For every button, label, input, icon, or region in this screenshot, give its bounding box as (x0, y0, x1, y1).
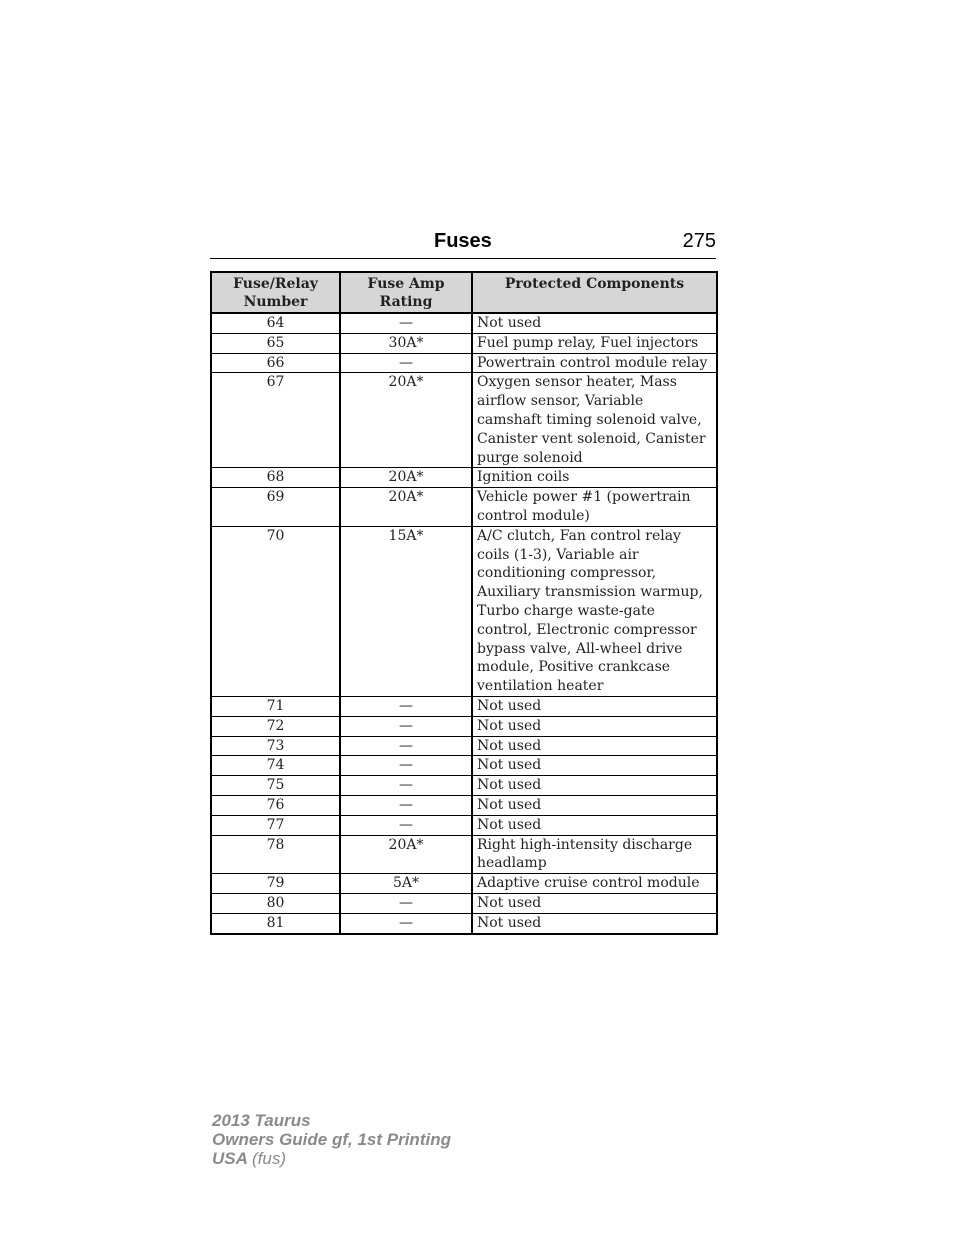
column-header-fuse-number (211, 272, 340, 313)
footer-guide: Owners Guide gf, 1st Printing (212, 1130, 451, 1149)
fuse-table (210, 271, 718, 935)
table-row (211, 353, 717, 373)
protected-components-cell: Not used (472, 313, 717, 333)
page-footer (212, 1111, 451, 1168)
page-number: 275 (682, 230, 716, 252)
column-header-line: Number (243, 294, 308, 310)
fuse-number-cell: 64 (211, 313, 340, 333)
fuse-number-cell: 72 (211, 716, 340, 736)
fuse-number-cell: 74 (211, 756, 340, 776)
protected-components-cell: Powertrain control module relay (472, 353, 717, 373)
protected-components-cell: Not used (472, 913, 717, 933)
table-row (211, 815, 717, 835)
fuse-number-cell: 65 (211, 333, 340, 353)
amp-rating-cell: — (340, 776, 472, 796)
protected-components-cell: Not used (472, 893, 717, 913)
amp-rating-cell: — (340, 893, 472, 913)
protected-components-cell: Ignition coils (472, 468, 717, 488)
fuse-number-cell: 68 (211, 468, 340, 488)
section-title: Fuses (434, 230, 492, 252)
table-row (211, 716, 717, 736)
fuse-number-cell: 67 (211, 373, 340, 468)
amp-rating-cell: — (340, 815, 472, 835)
footer-region-main: USA (212, 1149, 248, 1168)
footer-region (212, 1149, 451, 1168)
table-row (211, 835, 717, 874)
fuse-number-cell: 78 (211, 835, 340, 874)
protected-components-cell: Not used (472, 716, 717, 736)
amp-rating-cell: — (340, 716, 472, 736)
amp-rating-cell: 20A* (340, 468, 472, 488)
fuse-number-cell: 77 (211, 815, 340, 835)
fuse-number-cell: 79 (211, 874, 340, 894)
page-header (210, 228, 716, 259)
fuse-number-cell: 71 (211, 696, 340, 716)
table-header-row (211, 272, 717, 313)
table-row (211, 526, 717, 696)
protected-components-cell: Adaptive cruise control module (472, 874, 717, 894)
table-row (211, 333, 717, 353)
table-row (211, 795, 717, 815)
amp-rating-cell: — (340, 313, 472, 333)
fuse-number-cell: 73 (211, 736, 340, 756)
table-row (211, 893, 717, 913)
table-row (211, 468, 717, 488)
fuse-number-cell: 66 (211, 353, 340, 373)
fuse-number-cell: 69 (211, 488, 340, 527)
amp-rating-cell: 30A* (340, 333, 472, 353)
protected-components-cell: Not used (472, 756, 717, 776)
fuse-number-cell: 76 (211, 795, 340, 815)
protected-components-cell: Oxygen sensor heater, Mass airflow sensor, Variable camshaft timing solenoid valve, Canister vent solenoid, Canister purge solenoid (472, 373, 717, 468)
fuse-table-body (211, 313, 717, 934)
footer-model: 2013 Taurus (212, 1111, 311, 1130)
amp-rating-cell: — (340, 353, 472, 373)
amp-rating-cell: 20A* (340, 373, 472, 468)
protected-components-cell: Not used (472, 795, 717, 815)
table-row (211, 756, 717, 776)
protected-components-cell: Not used (472, 776, 717, 796)
column-header-line: Fuse/Relay (233, 276, 318, 292)
table-row (211, 913, 717, 933)
amp-rating-cell: — (340, 795, 472, 815)
column-header-amp-rating (340, 272, 472, 313)
protected-components-cell: Fuel pump relay, Fuel injectors (472, 333, 717, 353)
table-row (211, 736, 717, 756)
protected-components-cell: Vehicle power #1 (powertrain control module) (472, 488, 717, 527)
table-row (211, 696, 717, 716)
column-header-line: Fuse Amp (367, 276, 445, 292)
table-row (211, 313, 717, 333)
amp-rating-cell: — (340, 736, 472, 756)
amp-rating-cell: 20A* (340, 835, 472, 874)
column-header-line: Rating (379, 294, 433, 310)
table-row (211, 488, 717, 527)
table-row (211, 373, 717, 468)
table-row (211, 874, 717, 894)
amp-rating-cell: 5A* (340, 874, 472, 894)
table-row (211, 776, 717, 796)
protected-components-cell: A/C clutch, Fan control relay coils (1-3), Variable air conditioning compressor, Auxiliary transmission warmup, Turbo charge waste-gate control, Electronic compressor bypass valve, All-wheel drive module, Positive crankcase ventilation heater (472, 526, 717, 696)
amp-rating-cell: 15A* (340, 526, 472, 696)
protected-components-cell: Not used (472, 815, 717, 835)
column-header-line: Protected Components (504, 276, 685, 292)
fuse-number-cell: 75 (211, 776, 340, 796)
fuse-number-cell: 80 (211, 893, 340, 913)
protected-components-cell: Not used (472, 696, 717, 716)
amp-rating-cell: — (340, 696, 472, 716)
fuse-number-cell: 81 (211, 913, 340, 933)
footer-region-suffix: (fus) (252, 1149, 286, 1168)
protected-components-cell: Right high-intensity discharge headlamp (472, 835, 717, 874)
protected-components-cell: Not used (472, 736, 717, 756)
fuse-number-cell: 70 (211, 526, 340, 696)
amp-rating-cell: — (340, 756, 472, 776)
amp-rating-cell: — (340, 913, 472, 933)
amp-rating-cell: 20A* (340, 488, 472, 527)
column-header-protected-components (472, 272, 717, 313)
